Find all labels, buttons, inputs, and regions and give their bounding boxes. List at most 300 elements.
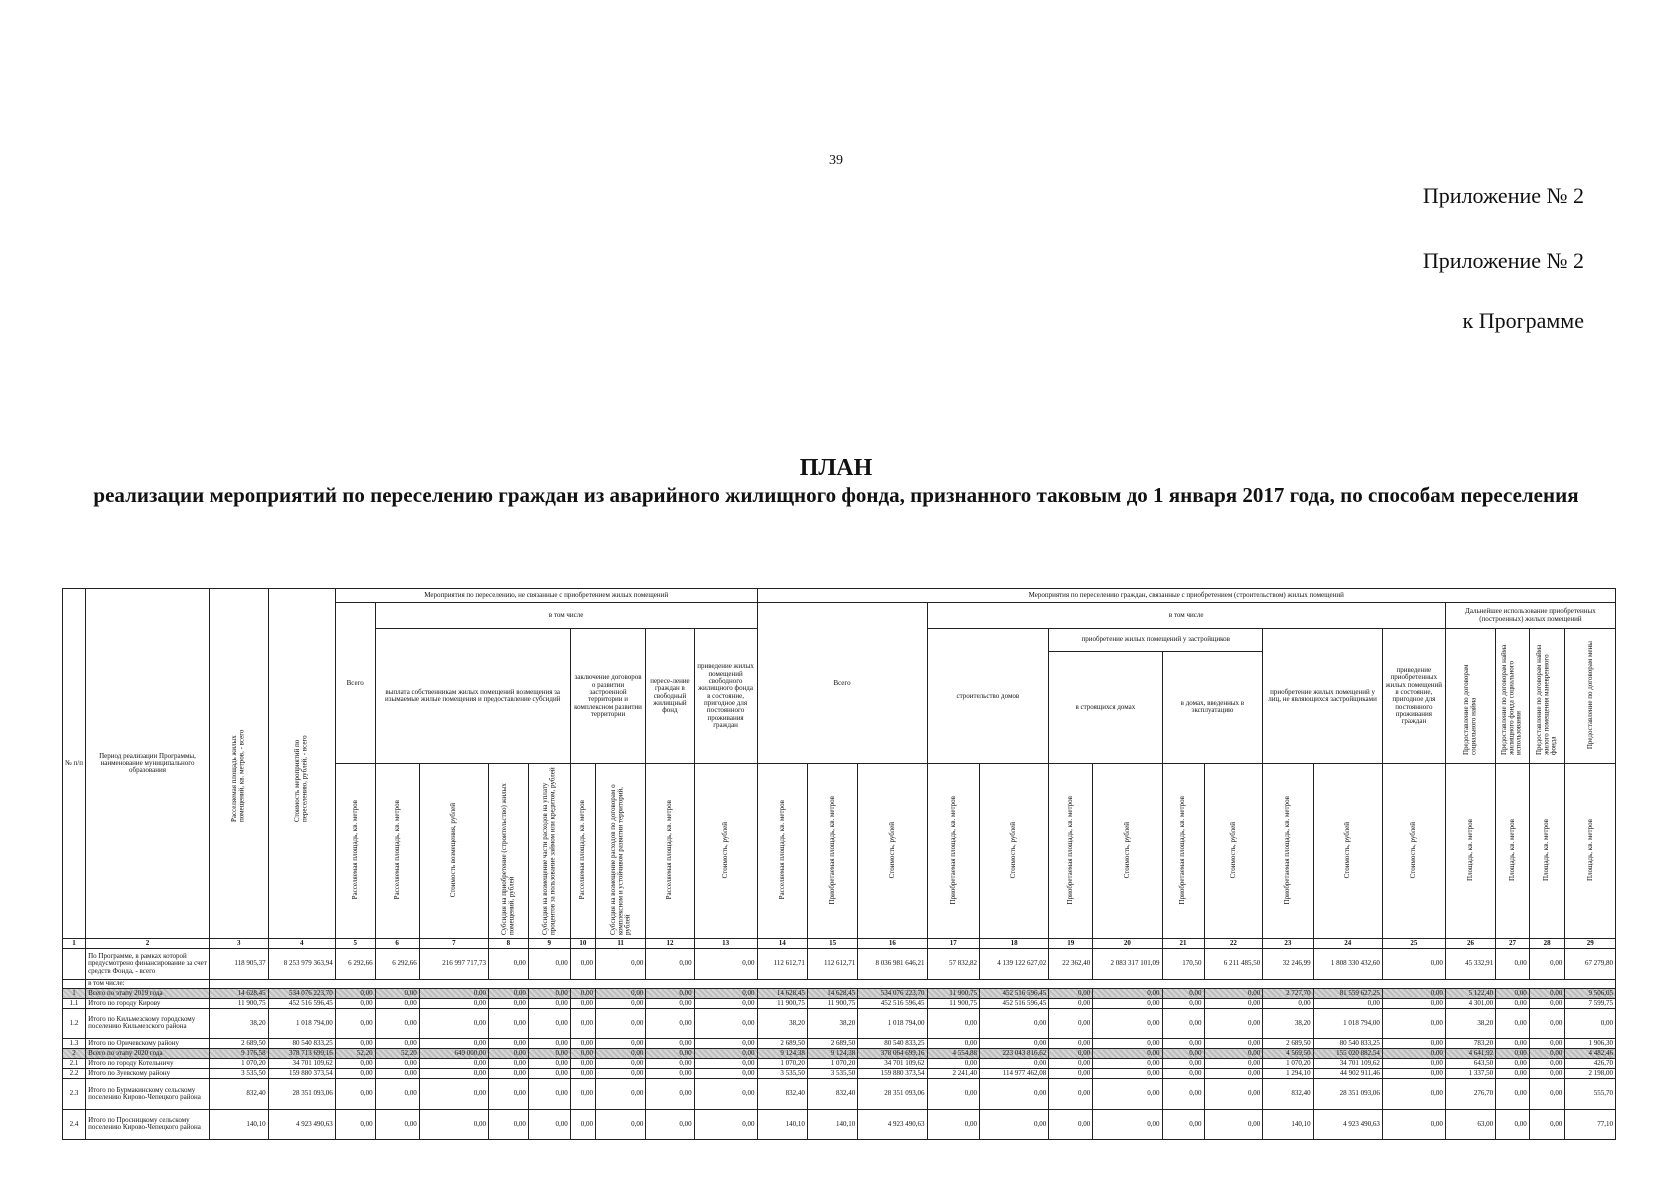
table-cell: 0,00 (1529, 1039, 1565, 1049)
table-cell: 2 689,50 (1263, 1039, 1313, 1049)
table-cell: 0,00 (1496, 1069, 1530, 1079)
header-subcol: Приобретаемая площадь, кв. метров (1162, 764, 1204, 939)
table-cell: 0,00 (1204, 1079, 1263, 1109)
table-cell: 0,00 (979, 1059, 1048, 1069)
column-number: 15 (807, 939, 857, 949)
plan-subheading: реализации мероприятий по переселению граждан из аварийного жилищного фонда, признанного таковым до 1 января 2017 года, по способам переселения (93, 482, 1579, 507)
table-cell: 0,00 (646, 949, 694, 979)
header-group-unrelated: Мероприятия по переселению, не связанные с приобретением жилых помещений (335, 589, 757, 603)
table-cell: 0,00 (646, 1059, 694, 1069)
table-cell: 63,00 (1445, 1109, 1495, 1139)
table-cell: 1 808 330 432,60 (1313, 949, 1382, 979)
table-cell: 0,00 (1093, 1079, 1162, 1109)
table-cell: 0,00 (335, 1079, 375, 1109)
table-cell: 14 628,45 (209, 988, 268, 998)
table-cell: 0,00 (488, 949, 528, 979)
table-cell: 0,00 (595, 949, 645, 979)
header-related-incl: в том числе (927, 603, 1445, 629)
table-cell: 28 351 093,06 (1313, 1079, 1382, 1109)
column-number: 16 (858, 939, 927, 949)
table-cell: 0,00 (1382, 1049, 1445, 1059)
header-unrelated-total: Всего (335, 603, 375, 764)
table-cell: 0,00 (694, 1008, 757, 1038)
table-cell: 0,00 (335, 998, 375, 1008)
table-cell: 0,00 (528, 988, 570, 998)
table-cell: 1 018 794,00 (858, 1008, 927, 1038)
table-cell: 0,00 (927, 1059, 979, 1069)
table-cell: 9 176,58 (209, 1049, 268, 1059)
table-cell: 555,70 (1565, 1079, 1616, 1109)
header-bringing-purchased: приведение приобретенных жилых помещений в состояние, пригодное для постоянного проживания граждан (1382, 629, 1445, 764)
table-cell: 0,00 (1496, 1049, 1530, 1059)
column-number: 21 (1162, 939, 1204, 949)
table-row (63, 1109, 1616, 1139)
table-cell: 118 905,37 (209, 949, 268, 979)
table-cell: 0,00 (1204, 1039, 1263, 1049)
table-cell: 4 569,50 (1263, 1049, 1313, 1059)
table-cell: 0,00 (646, 1069, 694, 1079)
column-number: 2 (86, 939, 210, 949)
table-cell: 0,00 (1093, 1039, 1162, 1049)
table-cell: 0,00 (979, 1079, 1048, 1109)
row-name: Итого по Бурмакинскому сельскому поселению Кирово-Чепецкого района (86, 1079, 210, 1109)
table-cell: 0,00 (694, 1079, 757, 1109)
table-cell: 0,00 (1162, 1109, 1204, 1139)
table-cell: 0,00 (1529, 1069, 1565, 1079)
table-cell: 0,00 (1093, 1069, 1162, 1079)
table-cell: 1 337,50 (1445, 1069, 1495, 1079)
table-cell: 378 064 699,16 (858, 1049, 927, 1059)
table-cell: 0,00 (488, 1109, 528, 1139)
table-cell: 9 506,05 (1565, 988, 1616, 998)
column-number: 9 (528, 939, 570, 949)
header-in-built: в строящихся домах (1049, 651, 1162, 764)
table-cell: 0,00 (1093, 988, 1162, 998)
table-cell: 0,00 (595, 988, 645, 998)
table-cell: 452 516 596,45 (858, 998, 927, 1008)
table-cell: 112 612,71 (757, 949, 807, 979)
column-number: 23 (1263, 939, 1313, 949)
column-number: 14 (757, 939, 807, 949)
table-row (63, 979, 1616, 988)
table-cell: 0,00 (1529, 988, 1565, 998)
table-cell: 0,00 (488, 1059, 528, 1069)
table-row (63, 1079, 1616, 1109)
table-cell: 0,00 (1204, 1069, 1263, 1079)
table-cell: 0,00 (375, 1069, 419, 1079)
table-cell: 0,00 (528, 1008, 570, 1038)
table-cell: 832,40 (807, 1079, 857, 1109)
table-cell: 0,00 (1204, 1109, 1263, 1139)
table-cell: 11 900,75 (757, 998, 807, 1008)
table-cell: 0,00 (488, 1039, 528, 1049)
header-subcol: Расселяемая площадь, кв. метров (646, 764, 694, 939)
plan-heading: ПЛАН (799, 455, 873, 481)
table-cell: 0,00 (646, 1039, 694, 1049)
table-cell: 3 535,50 (757, 1069, 807, 1079)
header-free-fund: пересе-ление граждан в свободный жилищный фонд (646, 629, 694, 764)
table-cell: 0,00 (570, 1069, 595, 1079)
row-number: 1.3 (63, 1039, 86, 1049)
column-number: 5 (335, 939, 375, 949)
table-cell: 0,00 (1162, 1049, 1204, 1059)
row-number: 1.1 (63, 998, 86, 1008)
column-number: 7 (419, 939, 488, 949)
table-cell: 0,00 (419, 1039, 488, 1049)
row-name: Итого по Зуевскому району (86, 1069, 210, 1079)
header-subcol: Субсидия на приобретение (строительство) жилых помещений, рублей (488, 764, 528, 939)
table-row (63, 1049, 1616, 1059)
table-cell: 0,00 (979, 1008, 1048, 1038)
table-cell: 2 689,50 (757, 1039, 807, 1049)
table-cell: 0,00 (488, 988, 528, 998)
table-cell: 77,10 (1565, 1109, 1616, 1139)
column-number: 22 (1204, 939, 1263, 949)
table-cell: 2 689,50 (807, 1039, 857, 1049)
table-cell: 0,00 (1049, 998, 1093, 1008)
table-cell: 0,00 (375, 988, 419, 998)
table-cell: 38,20 (807, 1008, 857, 1038)
table-cell: 0,00 (1529, 949, 1565, 979)
table-cell: 0,00 (694, 1109, 757, 1139)
column-number: 20 (1093, 939, 1162, 949)
row-number: 2.4 (63, 1109, 86, 1139)
table-cell: 0,00 (419, 1069, 488, 1079)
column-number: 11 (595, 939, 645, 949)
table-cell: 0,00 (570, 1079, 595, 1109)
table-cell: 0,00 (1204, 998, 1263, 1008)
table-cell: 0,00 (488, 1079, 528, 1109)
header-bringing-fund: приведение жилых помещений свободного жилищного фонда в состояние, пригодное для постоянного проживания граждан (694, 629, 757, 764)
table-cell: 0,00 (1382, 1059, 1445, 1069)
header-subcol: Стоимость возмещения, рублей (419, 764, 488, 939)
table-cell: 140,10 (209, 1109, 268, 1139)
header-in-commissioned: в домах, введенных в эксплуатацию (1162, 651, 1263, 764)
table-cell: 0,00 (419, 988, 488, 998)
table-cell: 378 713 699,16 (268, 1049, 335, 1059)
table-cell: 4 923 490,63 (268, 1109, 335, 1139)
table-cell: 0,00 (646, 1008, 694, 1038)
table-cell: 0,00 (375, 1059, 419, 1069)
table-cell: 0,00 (1496, 1059, 1530, 1069)
column-number: 12 (646, 939, 694, 949)
table-cell: 0,00 (1204, 1008, 1263, 1038)
appendix-label: Приложение № 2 (1422, 183, 1584, 208)
header-further-use: Дальнейшее использование приобретенных (построенных) жилых помещений (1445, 603, 1615, 629)
table-cell: 28 351 093,06 (858, 1079, 927, 1109)
table-cell: 140,10 (757, 1109, 807, 1139)
table-cell: 67 279,80 (1565, 949, 1616, 979)
page-number: 39 (829, 153, 843, 168)
header-subcol: Стоимость, рублей (979, 764, 1048, 939)
table-cell: 0,00 (1162, 1039, 1204, 1049)
table-row (63, 1069, 1616, 1079)
header-construction: строительство домов (927, 629, 1049, 764)
table-cell: 0,00 (419, 1059, 488, 1069)
table-cell: 0,00 (694, 949, 757, 979)
column-number: 25 (1382, 939, 1445, 949)
table-cell: 1 018 794,00 (1313, 1008, 1382, 1038)
header-contracts: заключение договоров о развитии застроенной территории и комплексном развитии территории (570, 629, 646, 764)
header-use-exchange: Предоставление по договорам мены (1565, 629, 1616, 764)
table-cell: 0,00 (694, 998, 757, 1008)
table-cell: 4 482,46 (1565, 1049, 1616, 1059)
table-cell: 0,00 (1382, 1008, 1445, 1038)
table-cell: 0,00 (1093, 1008, 1162, 1038)
table-cell: 0,00 (1049, 1008, 1093, 1038)
table-cell: 0,00 (335, 1039, 375, 1049)
column-number: 26 (1445, 939, 1495, 949)
table-cell: 0,00 (927, 1109, 979, 1139)
table-cell: 8 036 981 646,21 (858, 949, 927, 979)
table-cell: 0,00 (1093, 1059, 1162, 1069)
table-cell: 170,50 (1162, 949, 1204, 979)
column-number: 6 (375, 939, 419, 949)
table-cell: 0,00 (646, 1109, 694, 1139)
table-cell: 0,00 (1162, 1069, 1204, 1079)
table-cell: 0,00 (595, 1059, 645, 1069)
table-cell: 1 018 794,00 (268, 1008, 335, 1038)
table-cell: 0,00 (335, 1008, 375, 1038)
table-cell: 1 070,20 (1263, 1059, 1313, 1069)
table-cell: 1 070,20 (757, 1059, 807, 1069)
table-cell: 11 900,75 (209, 998, 268, 1008)
table-cell: 4 641,92 (1445, 1049, 1495, 1059)
table-cell: 0,00 (1162, 998, 1204, 1008)
table-cell: 2 083 317 101,09 (1093, 949, 1162, 979)
table-cell: 0,00 (1204, 1059, 1263, 1069)
header-subcol: Стоимость, рублей (1204, 764, 1263, 939)
header-subcol: Площадь, кв. метров (1496, 764, 1530, 939)
table-cell: 0,00 (335, 1109, 375, 1139)
header-subcol: Площадь, кв. метров (1445, 764, 1495, 939)
table-cell: 0,00 (375, 1008, 419, 1038)
table-cell: 0,00 (595, 998, 645, 1008)
table-cell: 80 540 833,25 (858, 1039, 927, 1049)
row-name: Итого по Просницкому сельскому поселению Кирово-Чепецкого района (86, 1109, 210, 1139)
table-cell: 832,40 (757, 1079, 807, 1109)
table-cell: 3 535,50 (807, 1069, 857, 1079)
table-cell: 6 292,66 (335, 949, 375, 979)
column-number: 1 (63, 939, 86, 949)
table-cell: 0,00 (570, 1008, 595, 1038)
table-row (63, 1059, 1616, 1069)
table-cell: 28 351 093,06 (268, 1079, 335, 1109)
column-number: 8 (488, 939, 528, 949)
table-cell: 534 076 223,70 (268, 988, 335, 998)
table-cell: 34 701 109,62 (858, 1059, 927, 1069)
table-cell: 1 070,20 (807, 1059, 857, 1069)
table-cell: 44 902 911,46 (1313, 1069, 1382, 1079)
table-cell: 0,00 (375, 1039, 419, 1049)
row-name: Итого по Кильмезскому городскому поселению Кильмезского района (86, 1008, 210, 1038)
table-cell: 0,00 (646, 1079, 694, 1109)
table-cell: 0,00 (528, 1069, 570, 1079)
table-cell: 0,00 (694, 1049, 757, 1059)
row-number: 2.3 (63, 1079, 86, 1109)
table-cell: 0,00 (979, 1109, 1048, 1139)
table-cell: 11 900,75 (927, 988, 979, 998)
table-cell: 0,00 (375, 1109, 419, 1139)
table-cell: 4 923 490,63 (1313, 1109, 1382, 1139)
header-subcol: Расселяемая площадь, кв. метров (570, 764, 595, 939)
table-cell: 534 076 223,70 (858, 988, 927, 998)
table-cell: 0,00 (528, 1049, 570, 1059)
table-row (63, 1039, 1616, 1049)
table-cell: 14 628,45 (757, 988, 807, 998)
header-subcol: Субсидия на возмещение части расходов на уплату процентов за пользование займом или кредитом, рублей (528, 764, 570, 939)
header-subcol: Площадь, кв. метров (1529, 764, 1565, 939)
table-cell: 38,20 (1445, 1008, 1495, 1038)
table-cell: 0,00 (1049, 1059, 1093, 1069)
table-cell: 140,10 (1263, 1109, 1313, 1139)
table-cell: 9 124,38 (757, 1049, 807, 1059)
header-area-total: Расселяемая площадь жилых помещений, кв. метров, - всего (209, 589, 268, 939)
table-cell: 112 612,71 (807, 949, 857, 979)
table-cell: 0,00 (1263, 998, 1313, 1008)
table-cell: 0,00 (1049, 1039, 1093, 1049)
table-cell: 1 070,20 (209, 1059, 268, 1069)
table-cell: 0,00 (1496, 988, 1530, 998)
table-cell: 0,00 (646, 998, 694, 1008)
column-number: 29 (1565, 939, 1616, 949)
header-subcol: Стоимость, рублей (1093, 764, 1162, 939)
table-cell: 3 535,50 (209, 1069, 268, 1079)
table-cell: 0,00 (528, 998, 570, 1008)
table-cell: 0,00 (488, 1069, 528, 1079)
header-subcol: Расселяемая площадь, кв. метров (375, 764, 419, 939)
column-number: 3 (209, 939, 268, 949)
table-cell: 0,00 (694, 1039, 757, 1049)
table-cell: 0,00 (1382, 988, 1445, 998)
row-number: 2.1 (63, 1059, 86, 1069)
appendix-program: к Программе (1462, 308, 1584, 333)
header-payment: выплата собственникам жилых помещений возмещения за изымаемые жилые помещения и предоставление субсидий (375, 629, 570, 764)
table-cell: 0,00 (419, 1008, 488, 1038)
table-cell: 0,00 (1162, 988, 1204, 998)
row-name: Всего по этапу 2020 года (86, 1049, 210, 1059)
table-cell: 0,00 (1496, 949, 1530, 979)
table-cell: 38,20 (1263, 1008, 1313, 1038)
table-cell: 0,00 (694, 988, 757, 998)
column-number: 10 (570, 939, 595, 949)
table-cell: 0,00 (488, 1049, 528, 1059)
header-subcol: Расселяемая площадь, кв. метров (335, 764, 375, 939)
table-cell: 0,00 (1496, 998, 1530, 1008)
table-cell: 0,00 (570, 949, 595, 979)
header-related-total: Всего (757, 603, 927, 764)
header-subcol: Субсидия на возмещение расходов по договорам о комплексном и устойчивом развитии территорий, рублей (595, 764, 645, 939)
table-cell: 783,20 (1445, 1039, 1495, 1049)
header-no: № п/п (63, 589, 86, 939)
table-cell: 0,00 (419, 998, 488, 1008)
header-subcol: Приобретаемая площадь, кв. метров (1049, 764, 1093, 939)
table-row (63, 988, 1616, 998)
table-cell: 0,00 (335, 988, 375, 998)
table-cell: 52,20 (335, 1049, 375, 1059)
table-cell: 649 000,00 (419, 1049, 488, 1059)
table-cell: 159 880 373,54 (858, 1069, 927, 1079)
table-cell: 80 540 833,25 (268, 1039, 335, 1049)
table-cell: 0,00 (1313, 998, 1382, 1008)
table-cell: 0,00 (1162, 1008, 1204, 1038)
column-number: 18 (979, 939, 1048, 949)
table-cell: 832,40 (209, 1079, 268, 1109)
table-cell: 0,00 (375, 1079, 419, 1109)
table-cell: 0,00 (694, 1059, 757, 1069)
header-period: Период реализации Программы, наименование муниципального образования (86, 589, 210, 939)
document-title (0, 455, 1672, 507)
table-cell: 0,00 (1529, 1109, 1565, 1139)
table-cell: 4 554,88 (927, 1049, 979, 1059)
table-cell: 0,00 (570, 1059, 595, 1069)
header-subcol: Стоимость, рублей (694, 764, 757, 939)
row-number (63, 949, 86, 979)
table-cell: 2 198,00 (1565, 1069, 1616, 1079)
table-cell: 1 294,10 (1263, 1069, 1313, 1079)
table-cell: 0,00 (570, 998, 595, 1008)
table-cell: 11 900,75 (927, 998, 979, 1008)
table-cell: 0,00 (1382, 1109, 1445, 1139)
table-cell: 2 689,50 (209, 1039, 268, 1049)
table-cell: 0,00 (694, 1069, 757, 1079)
table-cell: 0,00 (1204, 988, 1263, 998)
table-cell: 0,00 (1049, 1079, 1093, 1109)
row-number: 2 (63, 1049, 86, 1059)
table-cell: 0,00 (1049, 1069, 1093, 1079)
column-number: 19 (1049, 939, 1093, 949)
column-number: 13 (694, 939, 757, 949)
table-cell: 0,00 (927, 1039, 979, 1049)
table-cell: 0,00 (1529, 1008, 1565, 1038)
row-name: Итого по Оричевскому району (86, 1039, 210, 1049)
table-cell: 155 020 882,54 (1313, 1049, 1382, 1059)
table-cell: 0,00 (1204, 1049, 1263, 1059)
table-cell: 4 923 490,63 (858, 1109, 927, 1139)
header-use-maneuver: Предоставление по договорам найма жилого помещения маневренного фонда (1529, 629, 1565, 764)
row-name: в том числе: (86, 979, 210, 988)
table-cell: 0,00 (488, 998, 528, 1008)
table-cell: 0,00 (1529, 1049, 1565, 1059)
header-subcol: Приобретаемая площадь, кв. метров (1263, 764, 1313, 939)
table-cell: 0,00 (1496, 1039, 1530, 1049)
table-cell: 0,00 (1529, 1059, 1565, 1069)
table-cell: 9 124,38 (807, 1049, 857, 1059)
table-cell: 0,00 (570, 1049, 595, 1059)
table-cell: 0,00 (1496, 1008, 1530, 1038)
row-name: Итого по городу Котельничу (86, 1059, 210, 1069)
column-number: 4 (268, 939, 335, 949)
header-group-related: Мероприятия по переселению граждан, связанные с приобретением (строительством) жилых помещений (757, 589, 1615, 603)
table-cell: 0,00 (528, 1059, 570, 1069)
header-unrelated-incl: в том числе (375, 603, 757, 629)
table-cell: 832,40 (1263, 1079, 1313, 1109)
table-cell: 0,00 (1565, 1008, 1616, 1038)
table-cell: 0,00 (595, 1049, 645, 1059)
header-purchase-developers: приобретение жилых помещений у застройщиков (1049, 629, 1263, 651)
table-cell: 114 977 462,08 (979, 1069, 1048, 1079)
table-cell: 0,00 (1049, 988, 1093, 998)
table-cell: 452 516 596,45 (268, 998, 335, 1008)
table-cell: 0,00 (1093, 1109, 1162, 1139)
table-cell: 0,00 (927, 1008, 979, 1038)
table-cell: 1 906,30 (1565, 1039, 1616, 1049)
table-cell: 14 628,45 (807, 988, 857, 998)
table-cell: 0,00 (335, 1059, 375, 1069)
table-cell: 38,20 (757, 1008, 807, 1038)
row-number: 1.2 (63, 1008, 86, 1038)
table-cell: 159 880 373,54 (268, 1069, 335, 1079)
